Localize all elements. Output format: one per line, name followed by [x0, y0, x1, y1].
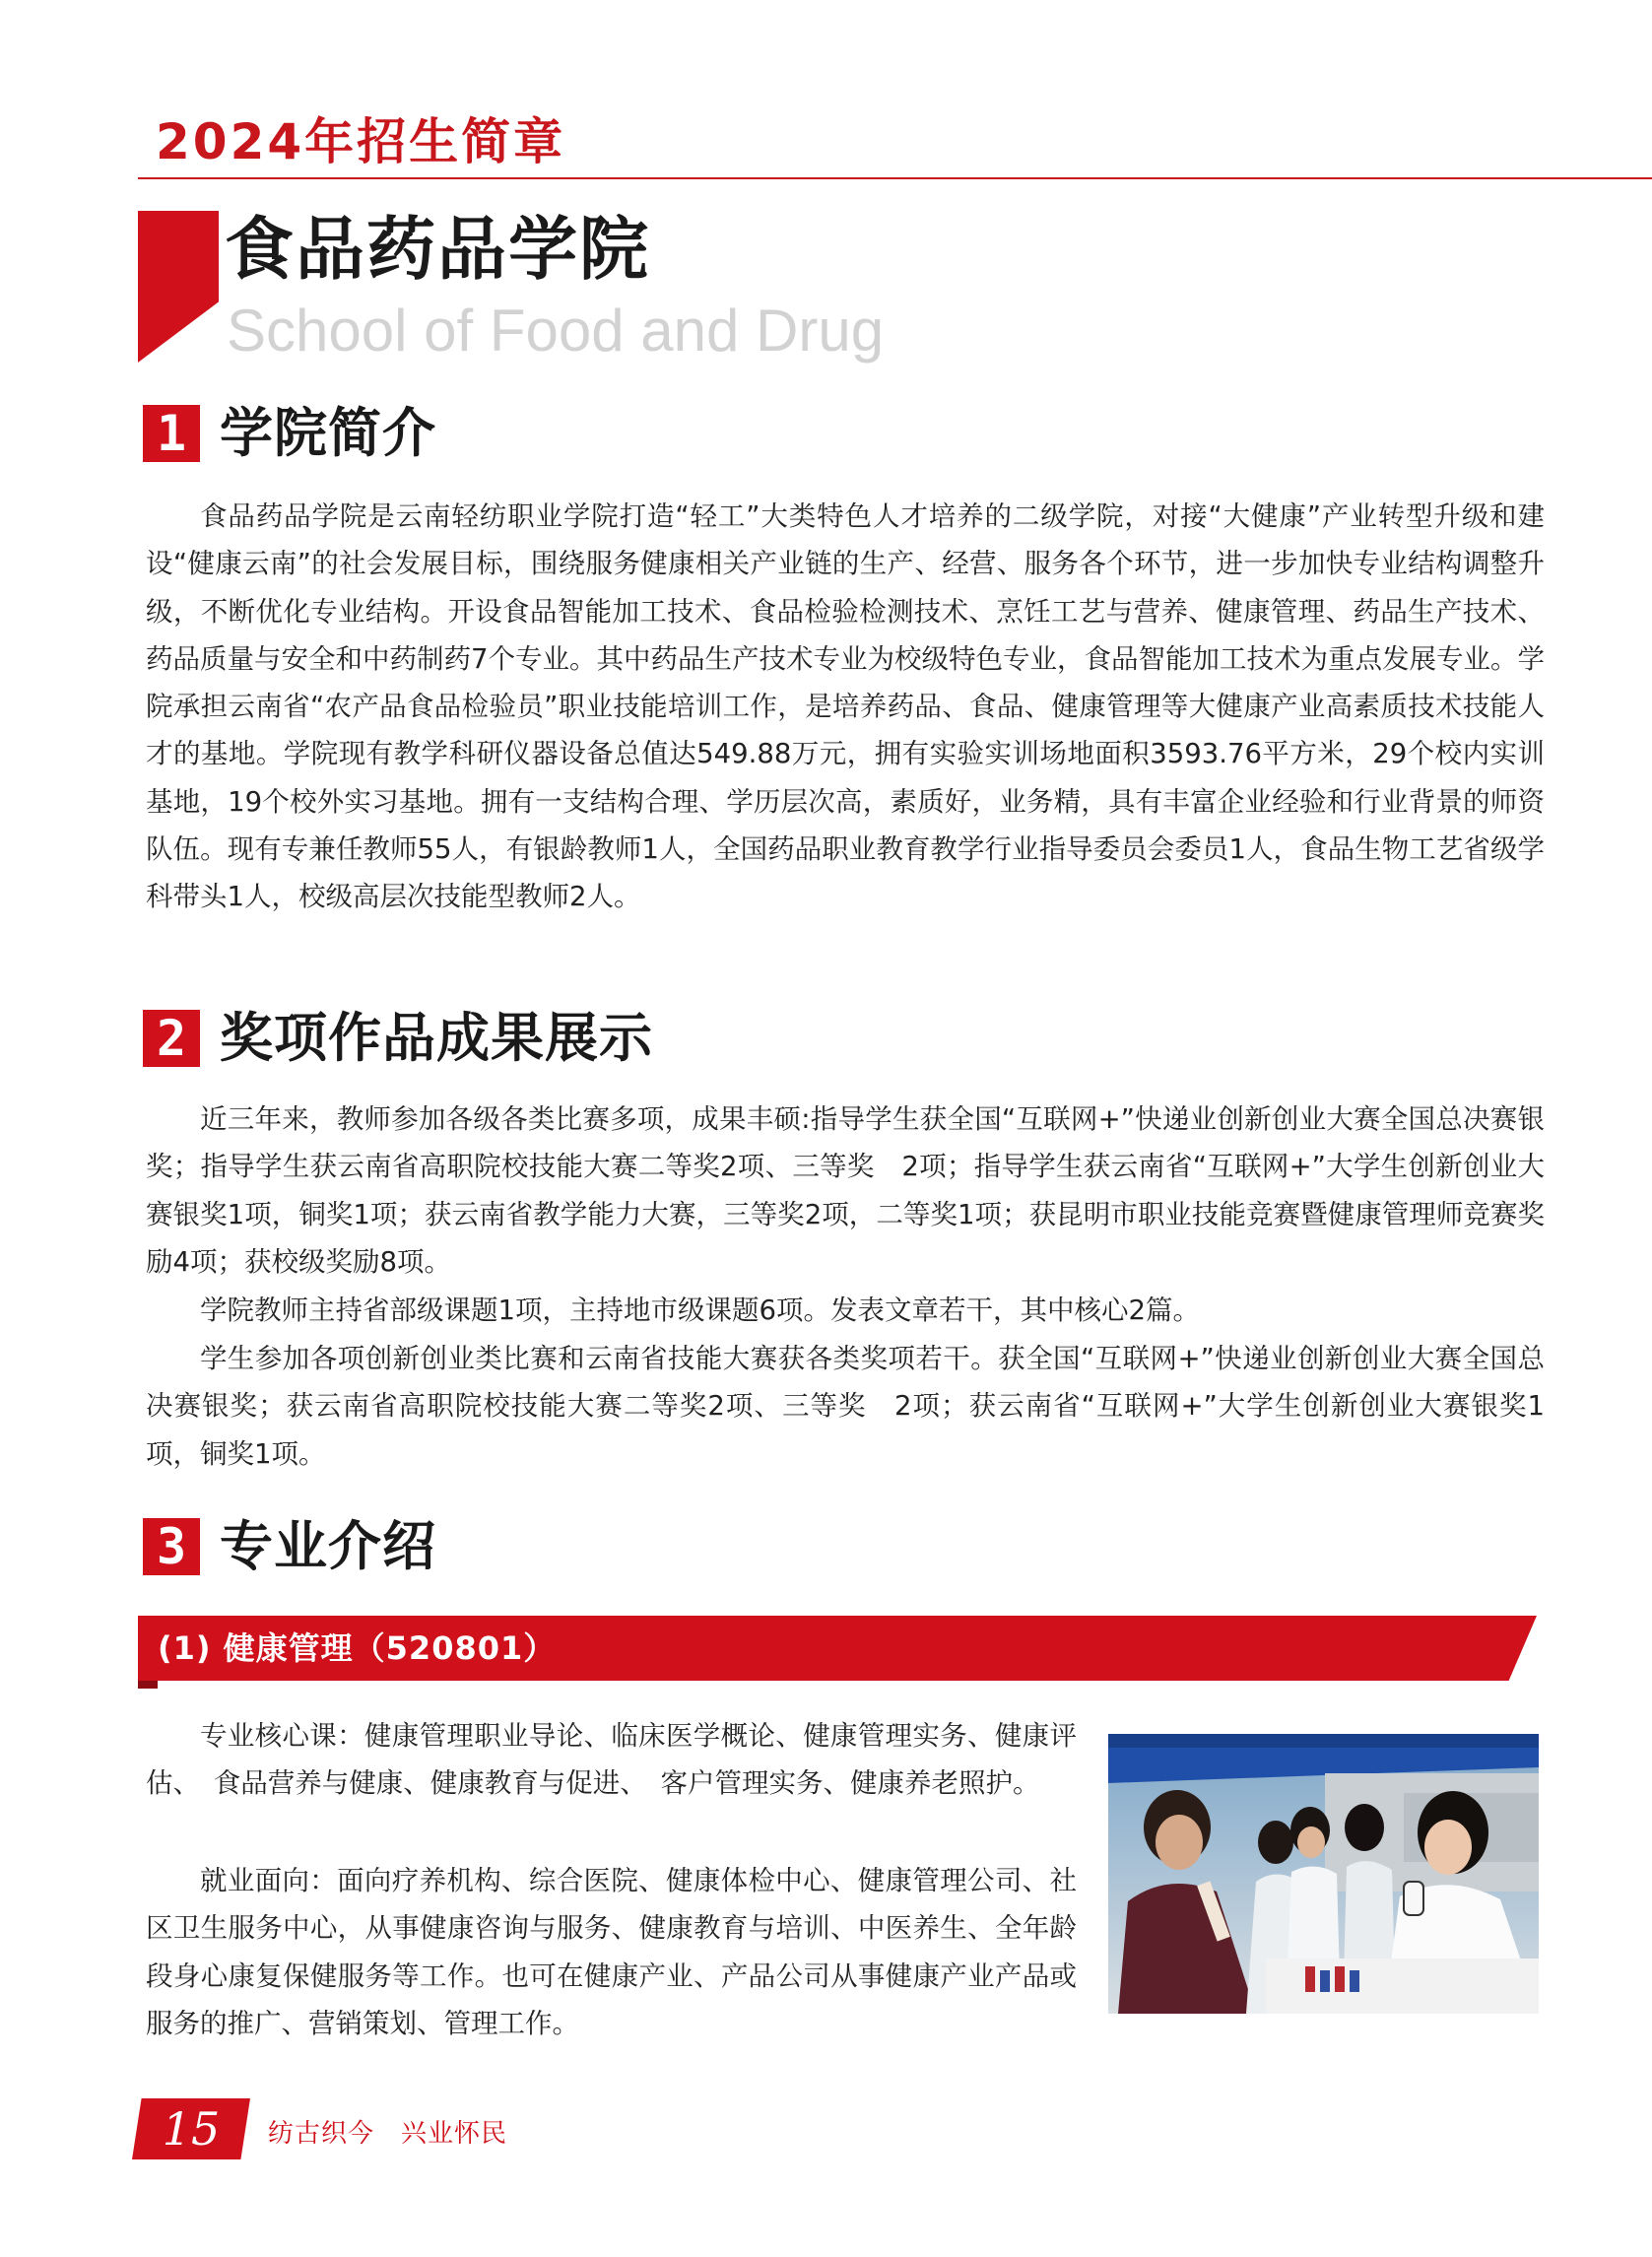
awards-paragraph-2: 学院教师主持省部级课题1项，主持地市级课题6项。发表文章若干，其中核心2篇。: [200, 1294, 1200, 1326]
major-title: (1) 健康管理（520801）: [158, 1629, 557, 1667]
header-divider: [138, 177, 1652, 179]
section-heading-majors: [143, 1507, 436, 1586]
major-banner-accent: [138, 1681, 158, 1689]
college-name-en: School of Food and Drug: [227, 298, 885, 364]
students-activity-photo: [1108, 1734, 1539, 2014]
page-number: 15: [162, 2102, 221, 2156]
section-title: 学院简介: [220, 402, 436, 464]
college-accent-bar: [138, 211, 219, 363]
section-title: 奖项作品成果展示: [220, 1007, 653, 1069]
major-core-courses: 专业核心课：健康管理职业导论、临床医学概论、健康管理实务、健康评估、 食品营养与健康、健康教育与促进、 客户管理实务、健康养老照护。: [146, 1720, 1077, 1800]
awards-paragraph-3: 学生参加各项创新创业类比赛和云南省技能大赛获各类奖项若干。获全国“互联网+”快递业创新创业大赛全国总决赛银奖；获云南省高职院校技能大赛二等奖2项、三等奖 2项；获云南省“互联网+”大学生创新创业大赛银奖1项，铜奖1项。: [146, 1343, 1545, 1470]
section-number-badge: 3: [143, 1518, 200, 1575]
awards-paragraph-1: 近三年来，教师参加各级各类比赛多项，成果丰硕:指导学生获全国“互联网+”快递业创新创业大赛全国总决赛银奖；指导学生获云南省高职院校技能大赛二等奖2项、三等奖 2项；指导学生获云南省“互联网+”大学生创新创业大赛银奖1项，铜奖1项；获云南省教学能力大赛，三等奖2项，二等奖1项；获昆明市职业技能竞赛暨健康管理师竞赛奖励4项；获校级奖励8项。: [146, 1103, 1545, 1278]
college-name-cn: 食品药品学院: [225, 209, 650, 290]
section-title: 专业介绍: [220, 1515, 436, 1577]
footer-slogan: 纺古织今 兴业怀民: [268, 2119, 508, 2149]
major-career-direction: 就业面向：面向疗养机构、综合医院、健康体检中心、健康管理公司、社区卫生服务中心，从事健康咨询与服务、健康教育与培训、中医养生、全年龄段身心康复保健服务等工作。也可在健康产业、产品公司从事健康产业产品或服务的推广、营销策划、管理工作。: [146, 1865, 1077, 2039]
section-number-badge: 1: [143, 405, 200, 462]
section-heading-awards: [143, 999, 653, 1078]
section-heading-intro: [143, 394, 436, 473]
intro-paragraph: 食品药品学院是云南轻纺职业学院打造“轻工”大类特色人才培养的二级学院，对接“大健康”产业转型升级和建设“健康云南”的社会发展目标，围绕服务健康相关产业链的生产、经营、服务各个环节，进一步加快专业结构调整升级，不断优化专业结构。开设食品智能加工技术、食品检验检测技术、烹饪工艺与营养、健康管理、药品生产技术、药品质量与安全和中药制药7个专业。其中药品生产技术专业为校级特色专业，食品智能加工技术为重点发展专业。学院承担云南省“农产品食品检验员”职业技能培训工作，是培养药品、食品、健康管理等大健康产业高素质技术技能人才的基地。学院现有教学科研仪器设备总值达549.88万元，拥有实验实训场地面积3593.76平方米，29个校内实训基地，19个校外实习基地。拥有一支结构合理、学历层次高，素质好，业务精，具有丰富企业经验和行业背景的师资队伍。现有专兼任教师55人，有银龄教师1人，全国药品职业教育教学行业指导委员会委员1人，食品生物工艺省级学科带头1人，校级高层次技能型教师2人。: [146, 500, 1545, 913]
section-number-badge: 2: [143, 1010, 200, 1067]
brochure-title: 2024年招生简章: [156, 113, 566, 170]
